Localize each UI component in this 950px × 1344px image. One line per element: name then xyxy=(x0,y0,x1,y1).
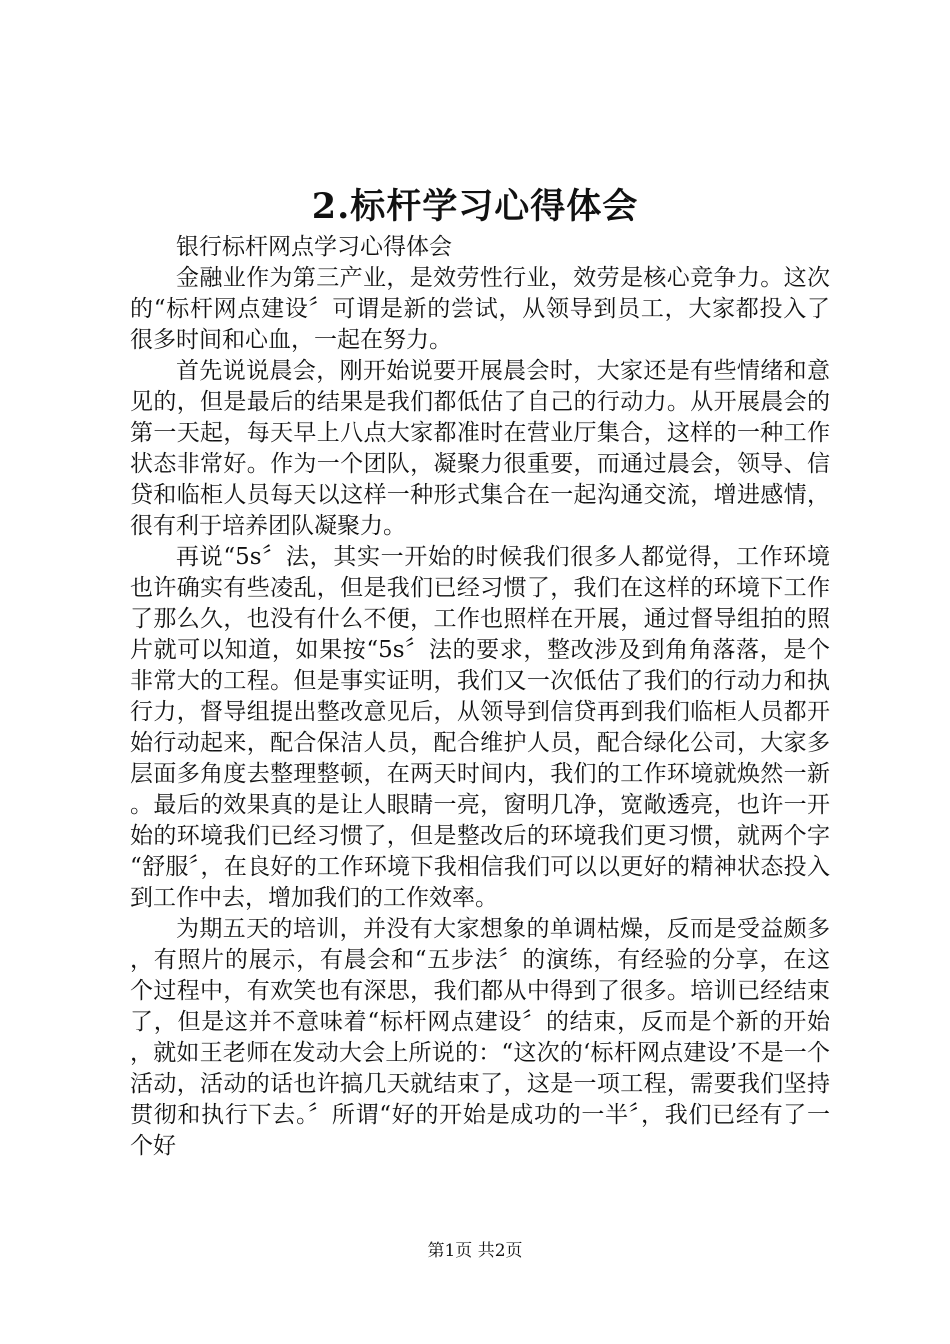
document-title: 2.标杆学习心得体会 xyxy=(311,186,639,227)
body-paragraph-intro: 金融业作为第三产业，是效劳性行业，效劳是核心竞争力。这次的“标杆网点建设〞可谓是新的尝试，从领导到员工，大家都投入了很多时间和心血，一起在努力。 xyxy=(130,265,830,353)
document-body xyxy=(130,232,830,1162)
body-paragraph-morning-meeting: 首先说说晨会，刚开始说要开展晨会时，大家还是有些情绪和意见的，但是最后的结果是我们都低估了自己的行动力。从开展晨会的第一天起，每天早上八点大家都准时在营业厅集合，这样的一种工作状态非常好。作为一个团队，凝聚力很重要，而通过晨会，领导、信贷和临柜人员每天以这样一种形式集合在一起沟通交流，增进感情，很有利于培养团队凝聚力。 xyxy=(130,358,830,539)
subtitle-paragraph: 银行标杆网点学习心得体会 xyxy=(176,234,452,260)
body-paragraph-training: 为期五天的培训，并没有大家想象的单调枯燥，反而是受益颇多，有照片的展示，有晨会和“五步法〞的演练，有经验的分享，在这个过程中，有欢笑也有深思，我们都从中得到了很多。培训已经结束了，但是这并不意味着“标杆网点建设〞的结束，反而是个新的开始，就如王老师在发动大会上所说的：“这次的‘标杆网点建设’不是一个活动，活动的话也许搞几天就结束了，这是一项工程，需要我们坚持贯彻和执行下去。〞所谓“好的开始是成功的一半〞，我们已经有了一个好 xyxy=(130,916,830,1159)
page-number: 第1页 xyxy=(427,1241,473,1261)
body-paragraph-5s-method: 再说“5s〞法，其实一开始的时候我们很多人都觉得，工作环境也许确实有些凌乱，但是我们已经习惯了，我们在这样的环境下工作了那么久，也没有什么不便，工作也照样在开展，通过督导组拍的照片就可以知道，如果按“5s〞法的要求，整改涉及到角角落落，是个非常大的工程。但是事实证明，我们又一次低估了我们的行动力和执行力，督导组提出整改意见后，从领导到信贷再到我们临柜人员都开始行动起来，配合保洁人员，配合维护人员，配合绿化公司，大家多层面多角度去整理整顿，在两天时间内，我们的工作环境就焕然一新。最后的效果真的是让人眼睛一亮，窗明几净，宽敞透亮，也许一开始的环境我们已经习惯了，但是整改后的环境我们更习惯，就两个字“舒服〞，在良好的工作环境下我相信我们可以以更好的精神状态投入到工作中去，增加我们的工作效率。 xyxy=(130,544,830,911)
page-footer xyxy=(0,1240,950,1262)
page-total: 共2页 xyxy=(477,1241,523,1261)
